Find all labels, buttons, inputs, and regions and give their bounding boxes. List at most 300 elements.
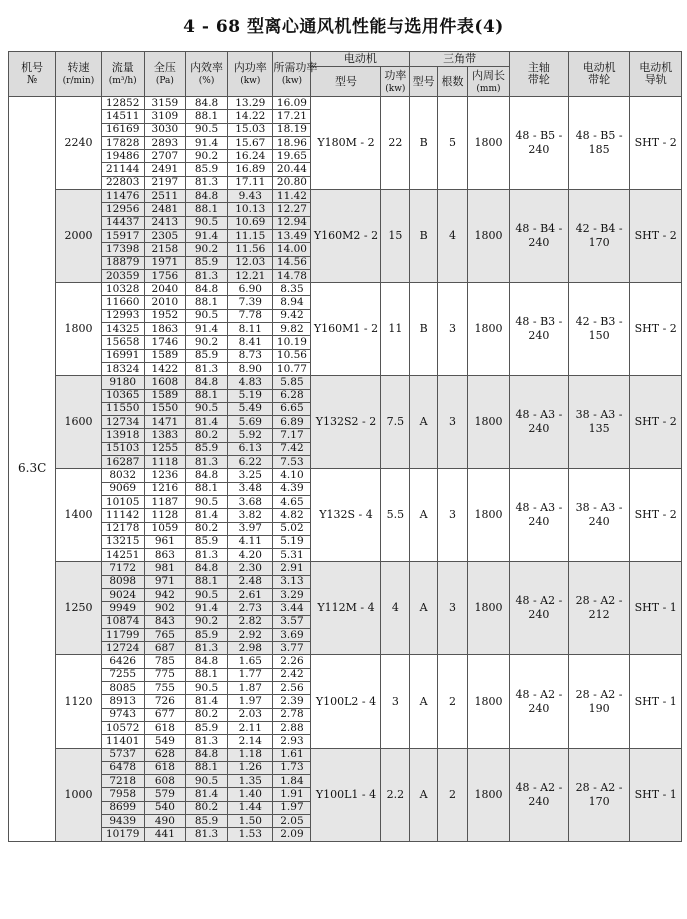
flow-cell: 8699: [101, 801, 144, 814]
efficiency-cell: 90.5: [185, 123, 227, 136]
flow-cell: 9024: [101, 588, 144, 601]
inner-power-cell: 3.97: [228, 522, 273, 535]
pressure-cell: 1756: [144, 269, 185, 282]
col-machine-no: 机号 №: [9, 52, 56, 97]
inner-power-cell: 8.41: [228, 336, 273, 349]
flow-cell: 11401: [101, 735, 144, 748]
efficiency-cell: 84.8: [185, 190, 227, 203]
pressure-cell: 608: [144, 775, 185, 788]
main-pulley-cell: 48 - A3 - 240: [510, 376, 569, 469]
required-power-cell: 5.02: [273, 522, 311, 535]
flow-cell: 6478: [101, 761, 144, 774]
pressure-cell: 1471: [144, 416, 185, 429]
required-power-cell: 9.82: [273, 323, 311, 336]
flow-cell: 10365: [101, 389, 144, 402]
main-pulley-cell: 48 - A2 - 240: [510, 655, 569, 748]
motor-model-cell: Y180M - 2: [311, 97, 381, 190]
efficiency-cell: 88.1: [185, 389, 227, 402]
motor-rail-cell: SHT - 2: [630, 469, 682, 562]
inner-power-cell: 1.18: [228, 748, 273, 761]
efficiency-cell: 90.5: [185, 309, 227, 322]
flow-cell: 17398: [101, 243, 144, 256]
efficiency-cell: 81.4: [185, 509, 227, 522]
required-power-cell: 14.00: [273, 243, 311, 256]
belt-type-cell: A: [410, 748, 438, 841]
inner-power-cell: 1.50: [228, 815, 273, 828]
col-speed: 转速 (r/min): [56, 52, 101, 97]
flow-cell: 16287: [101, 456, 144, 469]
inner-power-cell: 7.78: [228, 309, 273, 322]
pressure-cell: 942: [144, 588, 185, 601]
efficiency-cell: 90.5: [185, 775, 227, 788]
efficiency-cell: 85.9: [185, 535, 227, 548]
table-row: [9, 97, 682, 110]
inner-power-cell: 6.90: [228, 283, 273, 296]
efficiency-cell: 84.8: [185, 469, 227, 482]
required-power-cell: 2.56: [273, 682, 311, 695]
belt-length-cell: 1800: [467, 97, 509, 190]
pressure-cell: 540: [144, 801, 185, 814]
efficiency-cell: 84.8: [185, 283, 227, 296]
pressure-cell: 441: [144, 828, 185, 841]
motor-power-cell: 3: [381, 655, 410, 748]
inner-power-cell: 5.69: [228, 416, 273, 429]
required-power-cell: 1.61: [273, 748, 311, 761]
required-power-cell: 7.17: [273, 429, 311, 442]
flow-cell: 13215: [101, 535, 144, 548]
pressure-cell: 981: [144, 562, 185, 575]
pressure-cell: 2707: [144, 150, 185, 163]
inner-power-cell: 8.90: [228, 362, 273, 375]
belt-count-cell: 2: [438, 655, 468, 748]
inner-power-cell: 1.53: [228, 828, 273, 841]
pressure-cell: 2010: [144, 296, 185, 309]
inner-power-cell: 12.21: [228, 269, 273, 282]
speed-cell: 1250: [56, 562, 101, 655]
inner-power-cell: 16.24: [228, 150, 273, 163]
required-power-cell: 1.97: [273, 801, 311, 814]
required-power-cell: 11.42: [273, 190, 311, 203]
col-main-shaft-pulley: 主轴 带轮: [510, 52, 569, 97]
efficiency-cell: 80.2: [185, 708, 227, 721]
pressure-cell: 775: [144, 668, 185, 681]
pressure-cell: 579: [144, 788, 185, 801]
pressure-cell: 1059: [144, 522, 185, 535]
inner-power-cell: 1.40: [228, 788, 273, 801]
inner-power-cell: 4.11: [228, 535, 273, 548]
motor-pulley-cell: 42 - B3 - 150: [568, 283, 630, 376]
motor-power-cell: 7.5: [381, 376, 410, 469]
pressure-cell: 3109: [144, 110, 185, 123]
flow-cell: 18324: [101, 362, 144, 375]
motor-pulley-cell: 48 - B5 - 185: [568, 97, 630, 190]
pressure-cell: 3159: [144, 97, 185, 110]
flow-cell: 19486: [101, 150, 144, 163]
efficiency-cell: 90.2: [185, 615, 227, 628]
flow-cell: 9743: [101, 708, 144, 721]
col-flow: 流量 (m³/h): [101, 52, 144, 97]
pressure-cell: 765: [144, 628, 185, 641]
pressure-cell: 1422: [144, 362, 185, 375]
flow-cell: 13918: [101, 429, 144, 442]
efficiency-cell: 90.5: [185, 216, 227, 229]
motor-model-cell: Y160M1 - 2: [311, 283, 381, 376]
pressure-cell: 1589: [144, 349, 185, 362]
belt-length-cell: 1800: [467, 283, 509, 376]
motor-pulley-cell: 28 - A2 - 170: [568, 748, 630, 841]
required-power-cell: 2.09: [273, 828, 311, 841]
efficiency-cell: 81.3: [185, 456, 227, 469]
pressure-cell: 1255: [144, 442, 185, 455]
col-required-power: 所需功率 (kw): [273, 52, 311, 97]
belt-count-cell: 3: [438, 562, 468, 655]
pressure-cell: 618: [144, 721, 185, 734]
efficiency-cell: 88.1: [185, 482, 227, 495]
inner-power-cell: 10.13: [228, 203, 273, 216]
inner-power-cell: 1.97: [228, 695, 273, 708]
table-header: [9, 52, 682, 97]
inner-power-cell: 3.82: [228, 509, 273, 522]
inner-power-cell: 2.48: [228, 575, 273, 588]
flow-cell: 11550: [101, 402, 144, 415]
inner-power-cell: 2.14: [228, 735, 273, 748]
flow-cell: 8098: [101, 575, 144, 588]
flow-cell: 12852: [101, 97, 144, 110]
main-pulley-cell: 48 - A2 - 240: [510, 748, 569, 841]
required-power-cell: 2.05: [273, 815, 311, 828]
motor-rail-cell: SHT - 2: [630, 283, 682, 376]
required-power-cell: 13.49: [273, 229, 311, 242]
efficiency-cell: 81.3: [185, 269, 227, 282]
efficiency-cell: 88.1: [185, 668, 227, 681]
flow-cell: 10874: [101, 615, 144, 628]
required-power-cell: 6.65: [273, 402, 311, 415]
pressure-cell: 687: [144, 642, 185, 655]
inner-power-cell: 11.15: [228, 229, 273, 242]
table-row: [9, 190, 682, 203]
required-power-cell: 5.19: [273, 535, 311, 548]
motor-model-cell: Y100L1 - 4: [311, 748, 381, 841]
pressure-cell: 2413: [144, 216, 185, 229]
pressure-cell: 785: [144, 655, 185, 668]
inner-power-cell: 6.22: [228, 456, 273, 469]
belt-length-cell: 1800: [467, 190, 509, 283]
efficiency-cell: 81.3: [185, 176, 227, 189]
efficiency-cell: 91.4: [185, 229, 227, 242]
flow-cell: 9439: [101, 815, 144, 828]
flow-cell: 22803: [101, 176, 144, 189]
pressure-cell: 1236: [144, 469, 185, 482]
required-power-cell: 20.44: [273, 163, 311, 176]
efficiency-cell: 84.8: [185, 376, 227, 389]
flow-cell: 14251: [101, 549, 144, 562]
flow-cell: 7172: [101, 562, 144, 575]
flow-cell: 12956: [101, 203, 144, 216]
inner-power-cell: 2.61: [228, 588, 273, 601]
motor-power-cell: 11: [381, 283, 410, 376]
efficiency-cell: 84.8: [185, 655, 227, 668]
table-row: [9, 376, 682, 389]
flow-cell: 9949: [101, 602, 144, 615]
efficiency-cell: 90.5: [185, 402, 227, 415]
motor-model-cell: Y132S - 4: [311, 469, 381, 562]
inner-power-cell: 3.68: [228, 495, 273, 508]
speed-cell: 2240: [56, 97, 101, 190]
pressure-cell: 1608: [144, 376, 185, 389]
flow-cell: 21144: [101, 163, 144, 176]
motor-power-cell: 4: [381, 562, 410, 655]
required-power-cell: 3.13: [273, 575, 311, 588]
efficiency-cell: 81.3: [185, 362, 227, 375]
flow-cell: 10179: [101, 828, 144, 841]
main-pulley-cell: 48 - B3 - 240: [510, 283, 569, 376]
col-group-belt: 三角带: [410, 52, 510, 67]
required-power-cell: 1.73: [273, 761, 311, 774]
belt-type-cell: A: [410, 376, 438, 469]
inner-power-cell: 2.92: [228, 628, 273, 641]
required-power-cell: 2.26: [273, 655, 311, 668]
flow-cell: 16991: [101, 349, 144, 362]
pressure-cell: 1550: [144, 402, 185, 415]
flow-cell: 15917: [101, 229, 144, 242]
required-power-cell: 2.88: [273, 721, 311, 734]
required-power-cell: 4.82: [273, 509, 311, 522]
pressure-cell: 1383: [144, 429, 185, 442]
inner-power-cell: 6.13: [228, 442, 273, 455]
flow-cell: 9180: [101, 376, 144, 389]
inner-power-cell: 1.77: [228, 668, 273, 681]
flow-cell: 8085: [101, 682, 144, 695]
motor-power-cell: 22: [381, 97, 410, 190]
required-power-cell: 3.44: [273, 602, 311, 615]
belt-count-cell: 3: [438, 469, 468, 562]
pressure-cell: 1746: [144, 336, 185, 349]
required-power-cell: 2.93: [273, 735, 311, 748]
efficiency-cell: 85.9: [185, 442, 227, 455]
motor-rail-cell: SHT - 2: [630, 190, 682, 283]
efficiency-cell: 84.8: [185, 562, 227, 575]
inner-power-cell: 5.92: [228, 429, 273, 442]
required-power-cell: 8.35: [273, 283, 311, 296]
motor-pulley-cell: 38 - A3 - 135: [568, 376, 630, 469]
pressure-cell: 1118: [144, 456, 185, 469]
speed-cell: 1800: [56, 283, 101, 376]
required-power-cell: 3.57: [273, 615, 311, 628]
inner-power-cell: 13.29: [228, 97, 273, 110]
motor-rail-cell: SHT - 1: [630, 748, 682, 841]
belt-count-cell: 5: [438, 97, 468, 190]
required-power-cell: 10.19: [273, 336, 311, 349]
efficiency-cell: 81.4: [185, 788, 227, 801]
inner-power-cell: 12.03: [228, 256, 273, 269]
motor-model-cell: Y160M2 - 2: [311, 190, 381, 283]
efficiency-cell: 88.1: [185, 110, 227, 123]
inner-power-cell: 8.11: [228, 323, 273, 336]
required-power-cell: 3.69: [273, 628, 311, 641]
pressure-cell: 1216: [144, 482, 185, 495]
pressure-cell: 2481: [144, 203, 185, 216]
motor-model-cell: Y100L2 - 4: [311, 655, 381, 748]
pressure-cell: 726: [144, 695, 185, 708]
efficiency-cell: 85.9: [185, 349, 227, 362]
col-belt-count: 根数: [438, 67, 468, 97]
efficiency-cell: 84.8: [185, 97, 227, 110]
required-power-cell: 12.27: [273, 203, 311, 216]
col-motor-model: 型号: [311, 67, 381, 97]
col-motor-power: 功率 (kw): [381, 67, 410, 97]
flow-cell: 16169: [101, 123, 144, 136]
inner-power-cell: 2.98: [228, 642, 273, 655]
efficiency-cell: 85.9: [185, 628, 227, 641]
flow-cell: 14437: [101, 216, 144, 229]
efficiency-cell: 81.3: [185, 735, 227, 748]
inner-power-cell: 2.30: [228, 562, 273, 575]
required-power-cell: 8.94: [273, 296, 311, 309]
motor-pulley-cell: 28 - A2 - 190: [568, 655, 630, 748]
efficiency-cell: 91.4: [185, 602, 227, 615]
flow-cell: 7958: [101, 788, 144, 801]
inner-power-cell: 4.20: [228, 549, 273, 562]
required-power-cell: 12.94: [273, 216, 311, 229]
efficiency-cell: 91.4: [185, 136, 227, 149]
flow-cell: 12993: [101, 309, 144, 322]
efficiency-cell: 81.3: [185, 642, 227, 655]
pressure-cell: 1187: [144, 495, 185, 508]
pressure-cell: 2491: [144, 163, 185, 176]
pressure-cell: 549: [144, 735, 185, 748]
belt-type-cell: B: [410, 283, 438, 376]
table-row: [9, 748, 682, 761]
required-power-cell: 4.65: [273, 495, 311, 508]
flow-cell: 11660: [101, 296, 144, 309]
required-power-cell: 17.21: [273, 110, 311, 123]
flow-cell: 12724: [101, 642, 144, 655]
motor-rail-cell: SHT - 2: [630, 97, 682, 190]
inner-power-cell: 15.03: [228, 123, 273, 136]
required-power-cell: 18.96: [273, 136, 311, 149]
flow-cell: 12178: [101, 522, 144, 535]
inner-power-cell: 2.73: [228, 602, 273, 615]
efficiency-cell: 90.5: [185, 495, 227, 508]
required-power-cell: 20.80: [273, 176, 311, 189]
belt-type-cell: A: [410, 469, 438, 562]
belt-type-cell: B: [410, 97, 438, 190]
col-motor-rail: 电动机 导轨: [630, 52, 682, 97]
required-power-cell: 3.29: [273, 588, 311, 601]
required-power-cell: 7.53: [273, 456, 311, 469]
belt-count-cell: 3: [438, 376, 468, 469]
pressure-cell: 2893: [144, 136, 185, 149]
pressure-cell: 2040: [144, 283, 185, 296]
flow-cell: 8913: [101, 695, 144, 708]
pressure-cell: 755: [144, 682, 185, 695]
required-power-cell: 2.39: [273, 695, 311, 708]
col-group-motor: 电动机: [311, 52, 410, 67]
inner-power-cell: 5.49: [228, 402, 273, 415]
efficiency-cell: 90.5: [185, 682, 227, 695]
flow-cell: 14325: [101, 323, 144, 336]
flow-cell: 5737: [101, 748, 144, 761]
required-power-cell: 2.42: [273, 668, 311, 681]
pressure-cell: 1952: [144, 309, 185, 322]
belt-type-cell: A: [410, 562, 438, 655]
efficiency-cell: 85.9: [185, 256, 227, 269]
pressure-cell: 961: [144, 535, 185, 548]
pressure-cell: 2511: [144, 190, 185, 203]
belt-count-cell: 3: [438, 283, 468, 376]
required-power-cell: 3.77: [273, 642, 311, 655]
pressure-cell: 2305: [144, 229, 185, 242]
efficiency-cell: 81.3: [185, 549, 227, 562]
inner-power-cell: 3.48: [228, 482, 273, 495]
efficiency-cell: 84.8: [185, 748, 227, 761]
flow-cell: 8032: [101, 469, 144, 482]
flow-cell: 10328: [101, 283, 144, 296]
table-row: [9, 655, 682, 668]
belt-length-cell: 1800: [467, 469, 509, 562]
flow-cell: 11476: [101, 190, 144, 203]
table-row: [9, 469, 682, 482]
main-pulley-cell: 48 - B4 - 240: [510, 190, 569, 283]
motor-rail-cell: SHT - 1: [630, 562, 682, 655]
speed-cell: 1000: [56, 748, 101, 841]
col-efficiency: 内效率 (%): [185, 52, 227, 97]
flow-cell: 17828: [101, 136, 144, 149]
inner-power-cell: 10.69: [228, 216, 273, 229]
inner-power-cell: 9.43: [228, 190, 273, 203]
inner-power-cell: 2.82: [228, 615, 273, 628]
efficiency-cell: 88.1: [185, 761, 227, 774]
required-power-cell: 19.65: [273, 150, 311, 163]
required-power-cell: 5.31: [273, 549, 311, 562]
pressure-cell: 628: [144, 748, 185, 761]
flow-cell: 14511: [101, 110, 144, 123]
required-power-cell: 7.42: [273, 442, 311, 455]
belt-count-cell: 4: [438, 190, 468, 283]
efficiency-cell: 88.1: [185, 203, 227, 216]
inner-power-cell: 2.03: [228, 708, 273, 721]
required-power-cell: 6.89: [273, 416, 311, 429]
efficiency-cell: 81.3: [185, 828, 227, 841]
pressure-cell: 1971: [144, 256, 185, 269]
table-row: [9, 283, 682, 296]
required-power-cell: 6.28: [273, 389, 311, 402]
main-pulley-cell: 48 - A2 - 240: [510, 562, 569, 655]
pressure-cell: 2197: [144, 176, 185, 189]
col-pressure: 全压 (Pa): [144, 52, 185, 97]
belt-length-cell: 1800: [467, 748, 509, 841]
required-power-cell: 2.91: [273, 562, 311, 575]
required-power-cell: 4.39: [273, 482, 311, 495]
table-body: [9, 97, 682, 842]
belt-length-cell: 1800: [467, 655, 509, 748]
inner-power-cell: 1.35: [228, 775, 273, 788]
pressure-cell: 902: [144, 602, 185, 615]
pressure-cell: 1128: [144, 509, 185, 522]
page-title: 4 - 68 型离心通风机性能与选用件表(4): [183, 17, 504, 37]
performance-table: [8, 51, 682, 842]
pressure-cell: 971: [144, 575, 185, 588]
efficiency-cell: 80.2: [185, 429, 227, 442]
flow-cell: 7218: [101, 775, 144, 788]
main-pulley-cell: 48 - B5 - 240: [510, 97, 569, 190]
machine-no-cell: 6.3C: [9, 97, 56, 842]
inner-power-cell: 11.56: [228, 243, 273, 256]
speed-cell: 1400: [56, 469, 101, 562]
inner-power-cell: 5.19: [228, 389, 273, 402]
flow-cell: 20359: [101, 269, 144, 282]
inner-power-cell: 8.73: [228, 349, 273, 362]
